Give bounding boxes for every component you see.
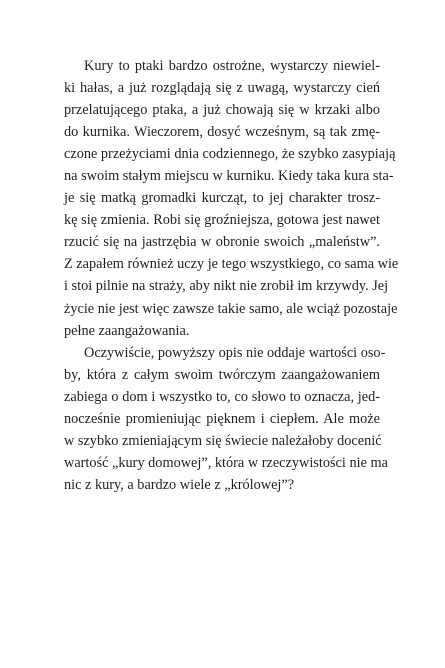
text-line: na swoim stałym miejscu w kurniku. Kiedy taka kura sta-: [64, 168, 394, 185]
text-line: zabiega o dom i wszystko to, co słowo to oznacza, jed-: [64, 388, 380, 405]
text-line: czone przeżyciami dnia codziennego, że szybko zasypiają: [64, 146, 396, 163]
paragraph-2: [64, 342, 388, 496]
text-line: i stoi pilnie na straży, aby nikt nie zrobił im krzywdy. Jej: [64, 278, 389, 295]
text-line: w szybko zmieniającym się świecie należałoby docenić: [64, 432, 382, 449]
text-line: Z zapałem również uczy je tego wszystkiego, co sama wie: [64, 256, 399, 273]
text-line: życie nie jest więc zawsze takie samo, ale wciąż pozostaje: [64, 300, 398, 317]
text-line: wartość „kury domowej”, która w rzeczywistości nie ma: [64, 454, 388, 471]
text-line: je się matką gromadki kurcząt, to jej charakter trosz-: [64, 190, 380, 207]
text-line: przelatującego ptaka, a już chowają się w krzaki albo: [64, 102, 380, 119]
text-line: kę się zmienia. Robi się groźniejsza, gotowa jest nawet: [64, 212, 380, 229]
text-line: nocześnie promieniując pięknem i ciepłem. Ale może: [64, 410, 380, 427]
text-line: do kurnika. Wieczorem, dosyć wcześnym, są tak zmę-: [64, 124, 380, 141]
body-text: [64, 55, 399, 496]
text-line: Oczywiście, powyższy opis nie oddaje wartości oso-: [84, 344, 386, 361]
text-line: nic z kury, a bardzo wiele z „królowej”?: [64, 476, 295, 493]
text-line: Kury to ptaki bardzo ostrożne, wystarczy niewiel-: [84, 58, 380, 74]
text-line: by, która z całym swoim twórczym zaangażowaniem: [64, 366, 380, 383]
text-line: ki hałas, a już rozglądają się z uwagą, wystarczy cień: [64, 80, 380, 97]
text-line: pełne zaangażowania.: [64, 322, 190, 339]
text-line: rzucić się na jastrzębia w obronie swoich „maleństw”.: [64, 234, 380, 251]
paragraph-1: [64, 55, 399, 342]
